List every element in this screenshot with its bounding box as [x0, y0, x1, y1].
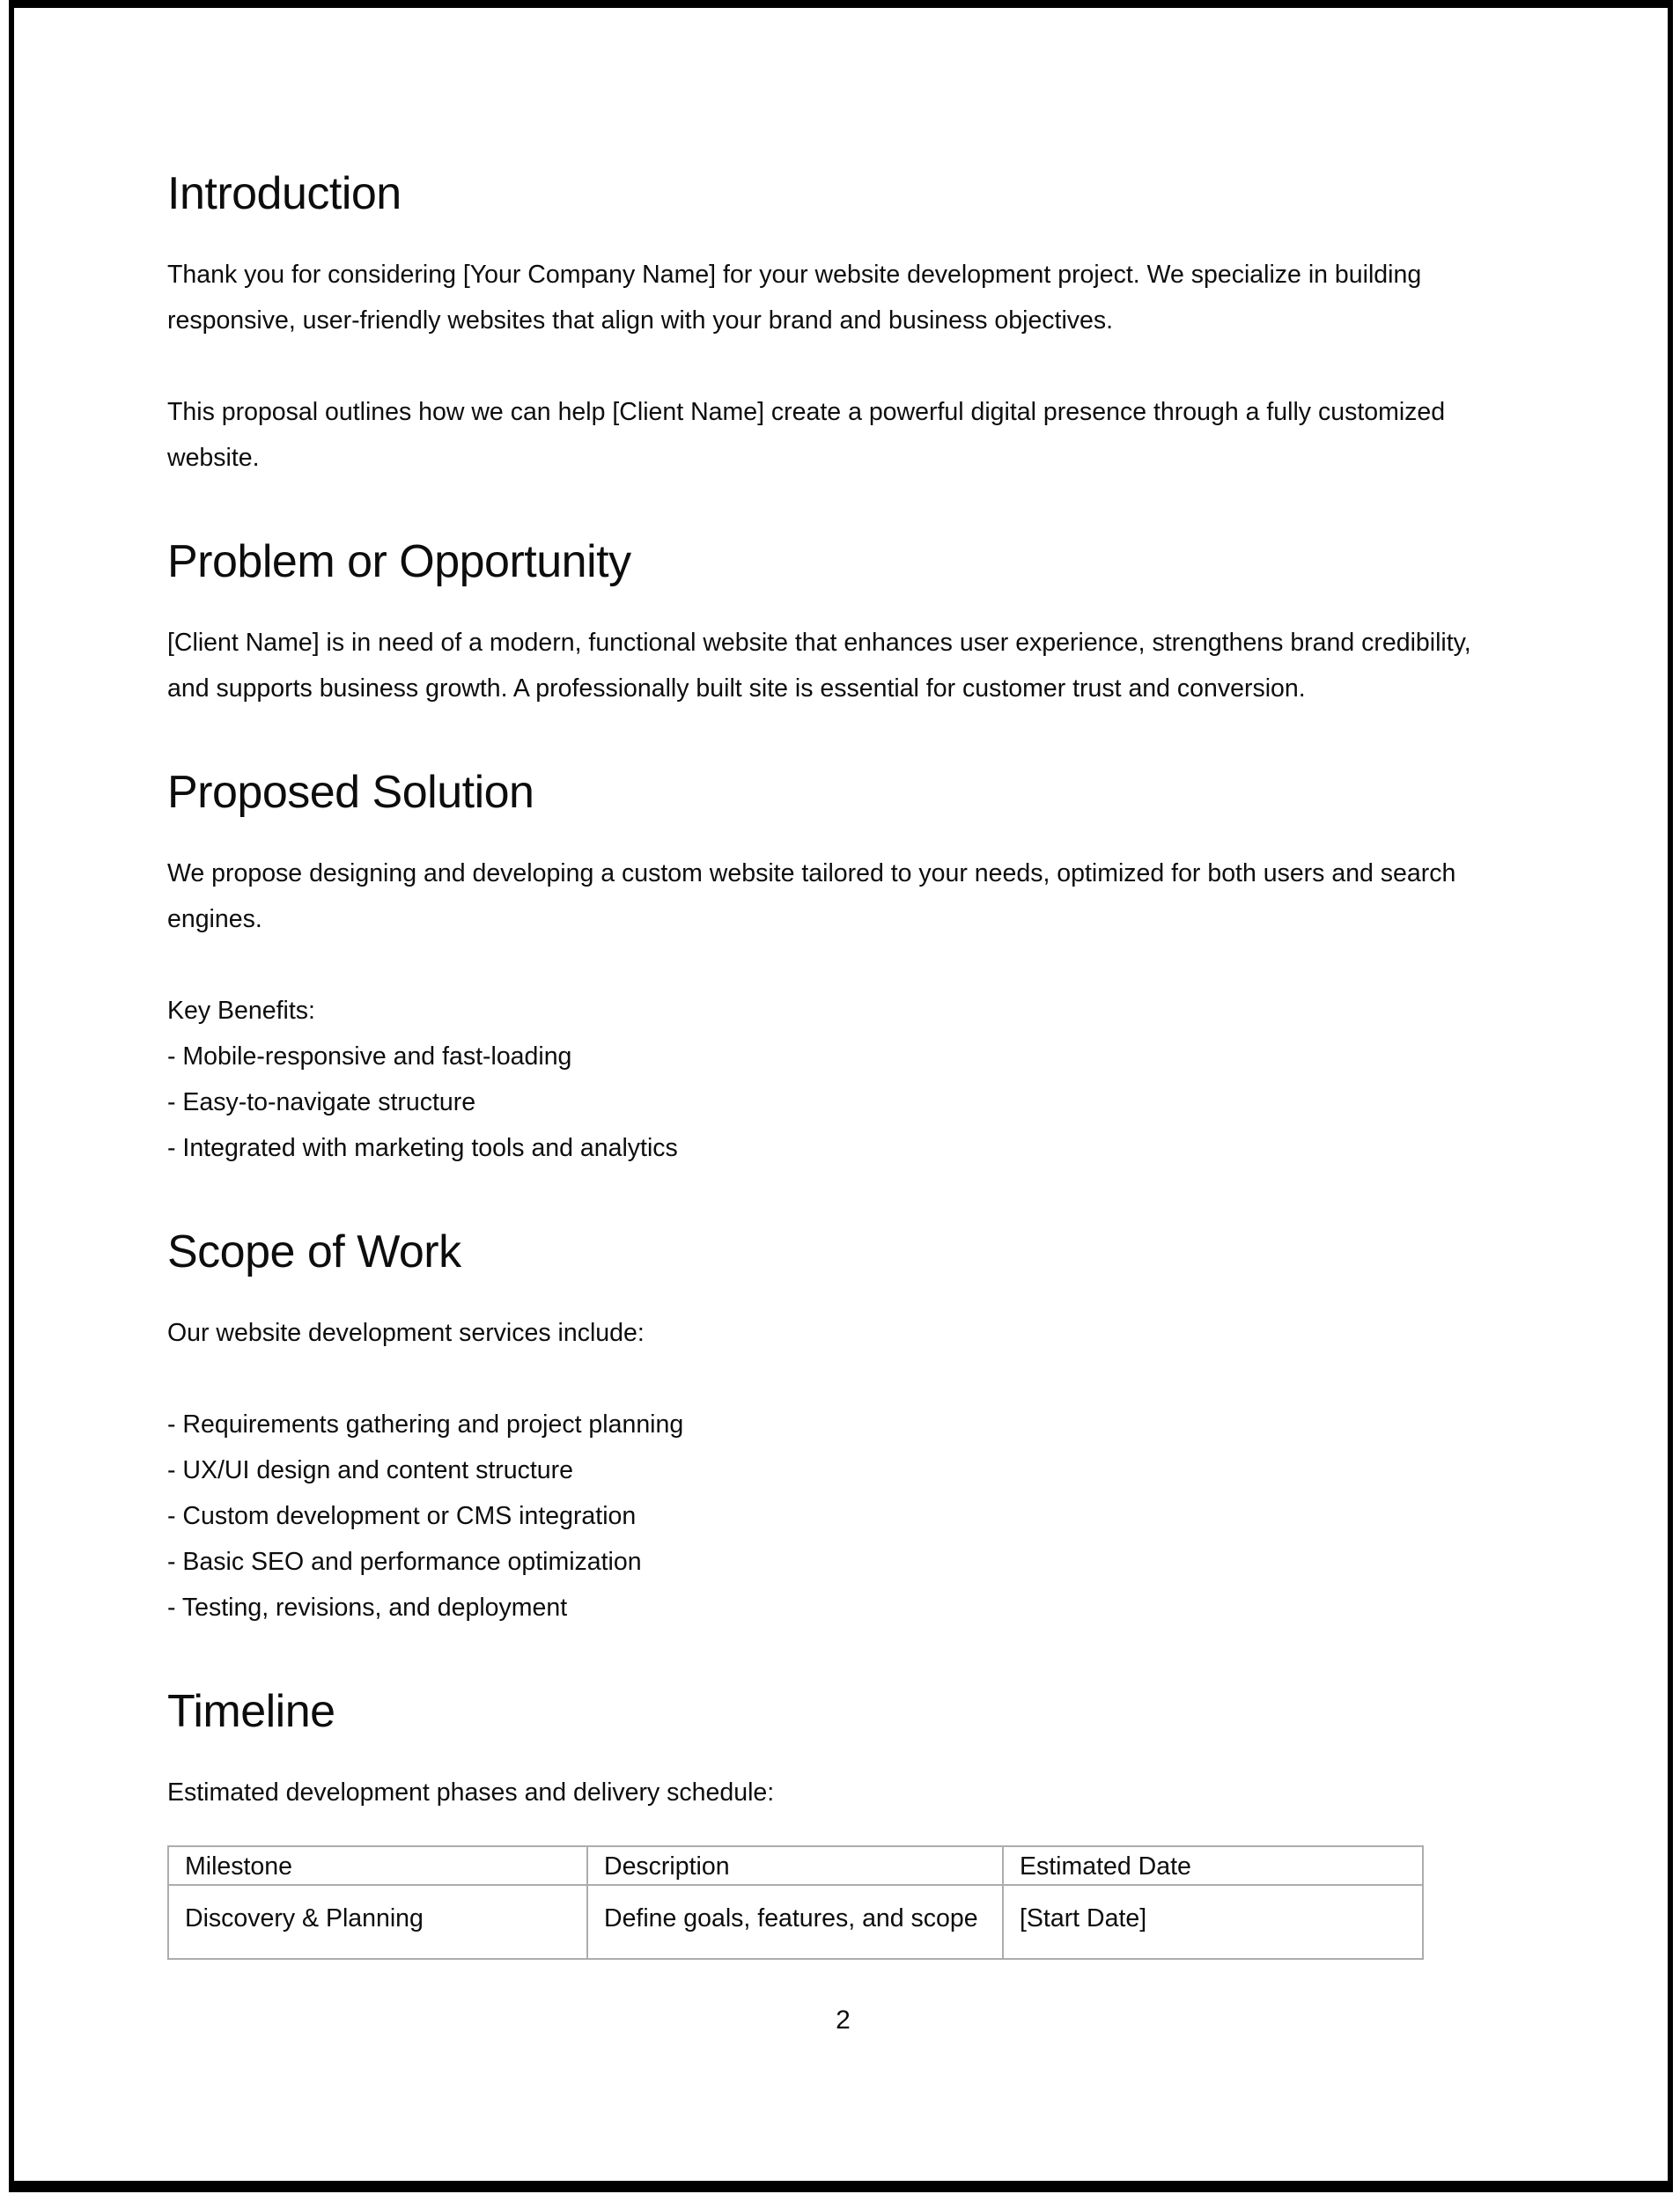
- timeline-intro-paragraph: Estimated development phases and delivery schedule:: [167, 1778, 775, 1807]
- problem-paragraph: [Client Name] is in need of a modern, functional website that enhances user experience, strengthens brand credibility, and supports business growth. A professionally built site is essential for customer trust and conversion.: [167, 629, 1471, 703]
- section-heading-introduction: Introduction: [167, 168, 402, 219]
- section-heading-proposed-solution: Proposed Solution: [167, 767, 534, 818]
- section-heading-scope-of-work: Scope of Work: [167, 1226, 461, 1277]
- column-header-milestone: Milestone: [168, 1846, 587, 1885]
- scope-item: - UX/UI design and content structure: [167, 1456, 573, 1484]
- timeline-table-header-row: [168, 1846, 1423, 1885]
- cell-estimated-date: [Start Date]: [1003, 1885, 1423, 1959]
- cell-milestone: Discovery & Planning: [168, 1885, 587, 1959]
- cell-description: Define goals, features, and scope: [587, 1885, 1003, 1959]
- benefit-item: - Mobile-responsive and fast-loading: [167, 1042, 572, 1071]
- scope-intro-paragraph: Our website development services include:: [167, 1319, 645, 1347]
- key-benefits-list: [167, 988, 1519, 1171]
- key-benefits-label: Key Benefits:: [167, 997, 315, 1025]
- solution-paragraph: We propose designing and developing a custom website tailored to your needs, optimized for both users and search engines.: [167, 859, 1456, 933]
- scope-item: - Custom development or CMS integration: [167, 1502, 637, 1530]
- timeline-table: [167, 1845, 1424, 1960]
- scope-item: - Basic SEO and performance optimization: [167, 1548, 642, 1576]
- benefit-item: - Integrated with marketing tools and analytics: [167, 1134, 678, 1162]
- timeline-table-row: [168, 1885, 1423, 1959]
- scope-services-list: [167, 1402, 1519, 1631]
- scope-item: - Requirements gathering and project planning: [167, 1410, 684, 1439]
- page-number: 2: [836, 2006, 851, 2035]
- section-heading-problem-or-opportunity: Problem or Opportunity: [167, 536, 631, 587]
- introduction-paragraph-1: Thank you for considering [Your Company Name] for your website development project. We specialize in building responsive, user-friendly websites that align with your brand and business objectives.: [167, 261, 1422, 335]
- introduction-paragraph-2: This proposal outlines how we can help [Client Name] create a powerful digital presence through a fully customized website.: [167, 398, 1446, 472]
- benefit-item: - Easy-to-navigate structure: [167, 1088, 476, 1116]
- page-content: [167, 0, 1519, 2036]
- section-heading-timeline: Timeline: [167, 1686, 335, 1737]
- scope-item: - Testing, revisions, and deployment: [167, 1594, 568, 1622]
- column-header-estimated-date: Estimated Date: [1003, 1846, 1423, 1885]
- column-header-description: Description: [587, 1846, 1003, 1885]
